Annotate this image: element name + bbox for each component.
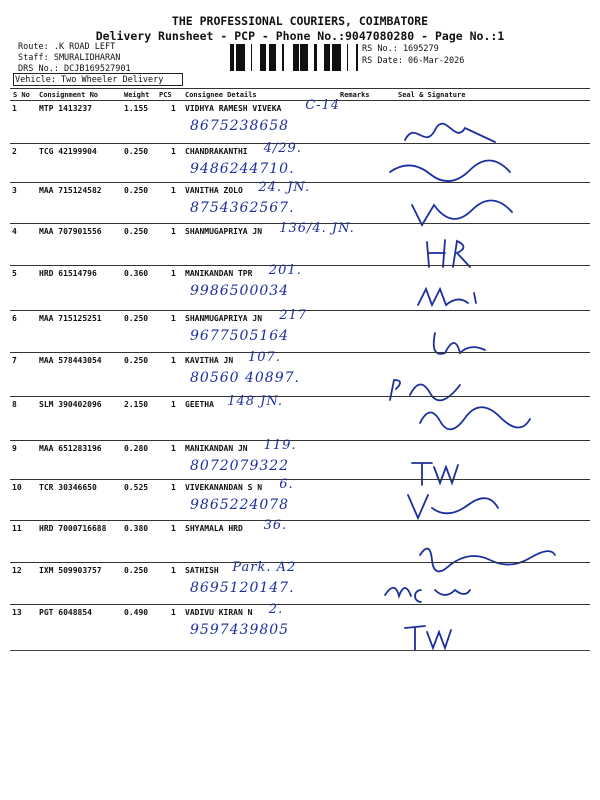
header-top-rule (10, 88, 590, 89)
row-handwritten-note: 2. (268, 602, 284, 617)
row-weight: 0.525 (124, 483, 149, 492)
col-signature: Seal & Signature (398, 91, 466, 99)
col-weight: Weight (124, 91, 150, 99)
row-handwritten-phone: 9986500034 (190, 283, 290, 299)
row-handwritten-phone: 8695120147. (190, 580, 295, 596)
row-consignee: CHANDRAKANTHI (185, 147, 248, 156)
row-weight: 0.250 (124, 566, 149, 575)
row-consignment: TCG 42199904 (39, 147, 97, 156)
vehicle-label: Vehicle: Two Wheeler Delivery (15, 75, 164, 85)
row-handwritten-note: 4/29. (263, 141, 302, 156)
row-pcs: 1 (171, 356, 176, 365)
rs-number: RS No.: 1695279 (362, 44, 439, 54)
row-sno: 3 (12, 186, 17, 195)
row-consignee: SATHISH (185, 566, 219, 575)
row-handwritten-phone: 9865224078 (190, 497, 290, 513)
table-row (10, 265, 590, 310)
row-weight: 0.250 (124, 147, 149, 156)
row-sno: 11 (12, 524, 22, 533)
row-handwritten-note: 36. (263, 518, 288, 533)
table-row (10, 604, 590, 650)
row-weight: 0.250 (124, 227, 149, 236)
row-consignee: SHYAMALA HRD (185, 524, 243, 533)
row-sno: 7 (12, 356, 17, 365)
table-row (10, 143, 590, 182)
row-pcs: 1 (171, 186, 176, 195)
table-row (10, 182, 590, 223)
col-sno: S No (13, 91, 30, 99)
row-handwritten-note: Park. A2 (232, 560, 297, 575)
row-sno: 13 (12, 608, 22, 617)
route-label: Route: .K ROAD LEFT (18, 42, 116, 52)
row-handwritten-note: 119. (263, 438, 297, 453)
row-consignment: HRD 7000716688 (39, 524, 107, 533)
row-handwritten-note: C-14 (305, 98, 341, 113)
row-consignment: MTP 1413237 (39, 104, 92, 113)
row-consignment: MAA 715125251 (39, 314, 102, 323)
row-sno: 1 (12, 104, 17, 113)
staff-label: Staff: SMURALIDHARAN (18, 53, 121, 63)
table-row (10, 310, 590, 352)
row-weight: 0.250 (124, 356, 149, 365)
row-weight: 0.490 (124, 608, 149, 617)
row-consignee: KAVITHA JN (185, 356, 234, 365)
barcode-image (230, 44, 358, 71)
drs-number: DRS No.: DCJB169527901 (18, 64, 131, 74)
row-handwritten-phone: 8754362567. (190, 200, 295, 216)
col-pcs: PCS (159, 91, 172, 99)
row-sno: 12 (12, 566, 22, 575)
row-sno: 4 (12, 227, 17, 236)
row-weight: 1.155 (124, 104, 149, 113)
table-row (10, 479, 590, 520)
col-consignment: Consignment No (39, 91, 99, 99)
row-sno: 2 (12, 147, 17, 156)
row-pcs: 1 (171, 400, 176, 409)
row-weight: 0.280 (124, 444, 149, 453)
table-bottom-rule (10, 650, 590, 651)
row-consignee: VIVEKANANDAN S N (185, 483, 263, 492)
row-consignee: MANIKANDAN JN (185, 444, 248, 453)
col-consignee: Consignee Details (185, 91, 257, 99)
row-pcs: 1 (171, 524, 176, 533)
row-weight: 0.380 (124, 524, 149, 533)
row-consignment: MAA 715124582 (39, 186, 102, 195)
row-pcs: 1 (171, 483, 176, 492)
row-handwritten-phone: 9677505164 (190, 328, 290, 344)
row-handwritten-note: 201. (268, 263, 302, 278)
row-pcs: 1 (171, 269, 176, 278)
row-consignment: IXM 509903757 (39, 566, 102, 575)
row-consignee: MANIKANDAN TPR (185, 269, 253, 278)
row-pcs: 1 (171, 566, 176, 575)
row-consignee: SHANMUGAPRIYA JN (185, 314, 263, 323)
row-weight: 0.250 (124, 186, 149, 195)
row-pcs: 1 (171, 104, 176, 113)
col-remarks: Remarks (340, 91, 370, 99)
table-row (10, 396, 590, 440)
row-consignment: PGT 6048854 (39, 608, 92, 617)
row-handwritten-phone: 80560 40897. (190, 370, 300, 386)
runsheet-title: THE PROFESSIONAL COURIERS, COIMBATORE (171, 14, 429, 28)
table-row (10, 100, 590, 143)
row-consignment: TCR 30346650 (39, 483, 97, 492)
row-handwritten-phone: 9597439805 (190, 622, 290, 638)
table-row (10, 440, 590, 479)
row-consignment: SLM 390402096 (39, 400, 102, 409)
row-sno: 8 (12, 400, 17, 409)
row-sno: 10 (12, 483, 22, 492)
row-pcs: 1 (171, 314, 176, 323)
rs-date: RS Date: 06-Mar-2026 (362, 56, 465, 66)
row-weight: 0.360 (124, 269, 149, 278)
row-handwritten-note: 6. (279, 477, 294, 492)
row-handwritten-phone: 8675238658 (190, 118, 290, 134)
row-weight: 0.250 (124, 314, 149, 323)
runsheet-subtitle: Delivery Runsheet - PCP - Phone No.:9047080280 - Page No.:1 (95, 29, 505, 43)
table-row (10, 223, 590, 265)
row-consignment: MAA 707901556 (39, 227, 102, 236)
signature-mark (420, 403, 560, 441)
row-weight: 2.150 (124, 400, 149, 409)
row-handwritten-note: 217 (279, 308, 308, 323)
row-consignee: SHANMUGAPRIYA JN (185, 227, 263, 236)
row-consignment: MAA 578443054 (39, 356, 102, 365)
row-pcs: 1 (171, 444, 176, 453)
row-consignment: HRD 61514796 (39, 269, 97, 278)
row-consignee: GEETHA (185, 400, 214, 409)
row-handwritten-phone: 9486244710. (190, 161, 295, 177)
row-consignee: VIDHYA RAMESH VIVEKA (185, 104, 282, 113)
row-handwritten-note: 107. (248, 350, 281, 365)
row-sno: 9 (12, 444, 17, 453)
row-sno: 6 (12, 314, 17, 323)
row-sno: 5 (12, 269, 17, 278)
row-handwritten-note: 24. JN. (258, 180, 311, 195)
table-row (10, 562, 590, 604)
row-consignment: MAA 651283196 (39, 444, 102, 453)
signature-mark (405, 620, 545, 658)
row-handwritten-phone: 8072079322 (190, 458, 290, 474)
row-consignee: VANITHA ZOLO (185, 186, 243, 195)
row-handwritten-note: 148 JN. (227, 394, 284, 409)
row-consignee: VADIVU KIRAN N (185, 608, 253, 617)
row-pcs: 1 (171, 227, 176, 236)
table-row (10, 352, 590, 396)
table-row (10, 520, 590, 562)
row-pcs: 1 (171, 608, 176, 617)
row-pcs: 1 (171, 147, 176, 156)
row-handwritten-note: 136/4. JN. (279, 221, 355, 236)
